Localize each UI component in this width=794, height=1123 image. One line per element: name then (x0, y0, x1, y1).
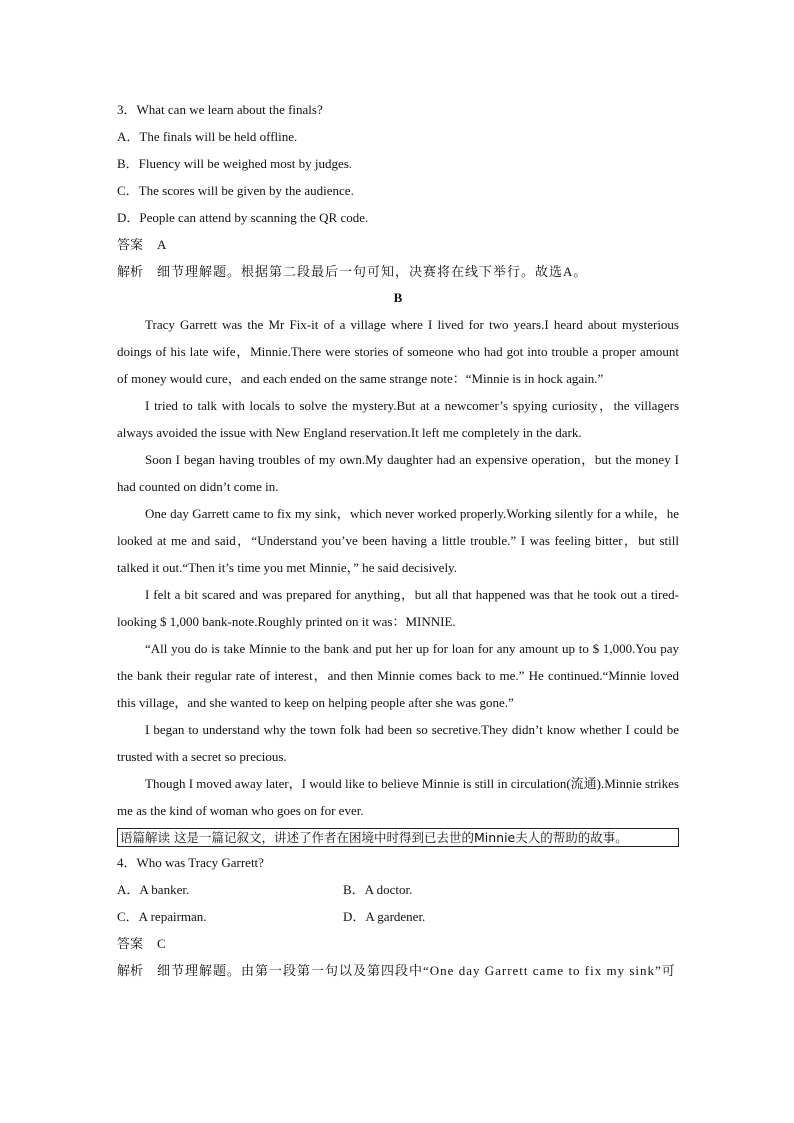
q3-analysis-text: 细节理解题。根据第二段最后一句可知，决赛将在线下举行。故选A。 (157, 264, 588, 279)
passage-paragraph-6: “All you do is take Minnie to the bank and put her up for loan for any amount up to $ 1,000.You pay the bank their regular rate of interest，and then Minnie comes back to me.” He continued.“Minnie loved this village，and she wanted to keep on helping people after she was gone.” (117, 641, 679, 710)
q4-option-d: D．A gardener. (343, 909, 426, 924)
q3-answer-label: 答案 (117, 237, 144, 252)
q4-analysis-text: 细节理解题。由第一段第一句以及第四段中“One day Garrett came to fix my sink”可 (157, 963, 676, 978)
q4-option-a: A．A banker. (117, 882, 190, 897)
q4-option-c: C．A repairman. (117, 909, 207, 924)
section-title: B (393, 290, 403, 305)
document-page (117, 96, 679, 984)
q3-option-c: C．The scores will be given by the audience. (117, 183, 354, 198)
passage-paragraph-5: I felt a bit scared and was prepared for anything，but all that happened was that he took out a tired-looking $ 1,000 bank-note.Roughly printed on it was：MINNIE. (117, 587, 679, 629)
reading-guide-box: 语篇解读 这是一篇记叙文，讲述了作者在困境中时得到已去世的Minnie夫人的帮助的故事。 (117, 828, 679, 847)
q3-option-d: D．People can attend by scanning the QR code. (117, 210, 369, 225)
q3-answer-value: A (157, 237, 167, 252)
q4-question: 4．Who was Tracy Garrett? (117, 855, 264, 870)
passage-paragraph-2: I tried to talk with locals to solve the mystery.But at a newcomer’s spying curiosity，the villagers always avoided the issue with New England reservation.It left me completely in the dark. (117, 398, 679, 440)
passage-paragraph-7: I began to understand why the town folk had been so secretive.They didn’t know whether I could be trusted with a secret so precious. (117, 722, 679, 764)
q4-answer (117, 930, 679, 957)
q3-option-b: B．Fluency will be weighed most by judges. (117, 156, 353, 171)
q3-answer (117, 231, 679, 258)
q4-options-row-1 (117, 876, 679, 903)
q4-options-row-2 (117, 903, 679, 930)
q3-question: 3．What can we learn about the finals? (117, 102, 323, 117)
q4-analysis (117, 957, 679, 984)
q3-analysis-label: 解析 (117, 264, 144, 279)
q4-answer-value: C (157, 936, 166, 951)
q4-answer-label: 答案 (117, 936, 144, 951)
passage-paragraph-1: Tracy Garrett was the Mr Fix-it of a village where I lived for two years.I heard about mysterious doings of his late wife，Minnie.There were stories of someone who had got into trouble a proper amount of money would cure，and each ended on the same strange note：“Minnie is in hock again.” (117, 317, 679, 386)
q3-analysis (117, 258, 679, 285)
q3-option-a: A．The finals will be held offline. (117, 129, 298, 144)
q4-option-b: B．A doctor. (343, 882, 413, 897)
passage-paragraph-4: One day Garrett came to fix my sink，which never worked properly.Working silently for a while，he looked at me and said，“Understand you’ve been having a little trouble.” I was feeling bitter，but still talked it out.“Then it’s time you met Minnie，” he said decisively. (117, 506, 679, 575)
passage-paragraph-3: Soon I began having troubles of my own.My daughter had an expensive operation，but the money I had counted on didn’t come in. (117, 452, 679, 494)
q4-analysis-label: 解析 (117, 963, 144, 978)
passage-paragraph-8: Though I moved away later，I would like to believe Minnie is still in circulation(流通).Minnie strikes me as the kind of woman who goes on for ever. (117, 776, 679, 818)
